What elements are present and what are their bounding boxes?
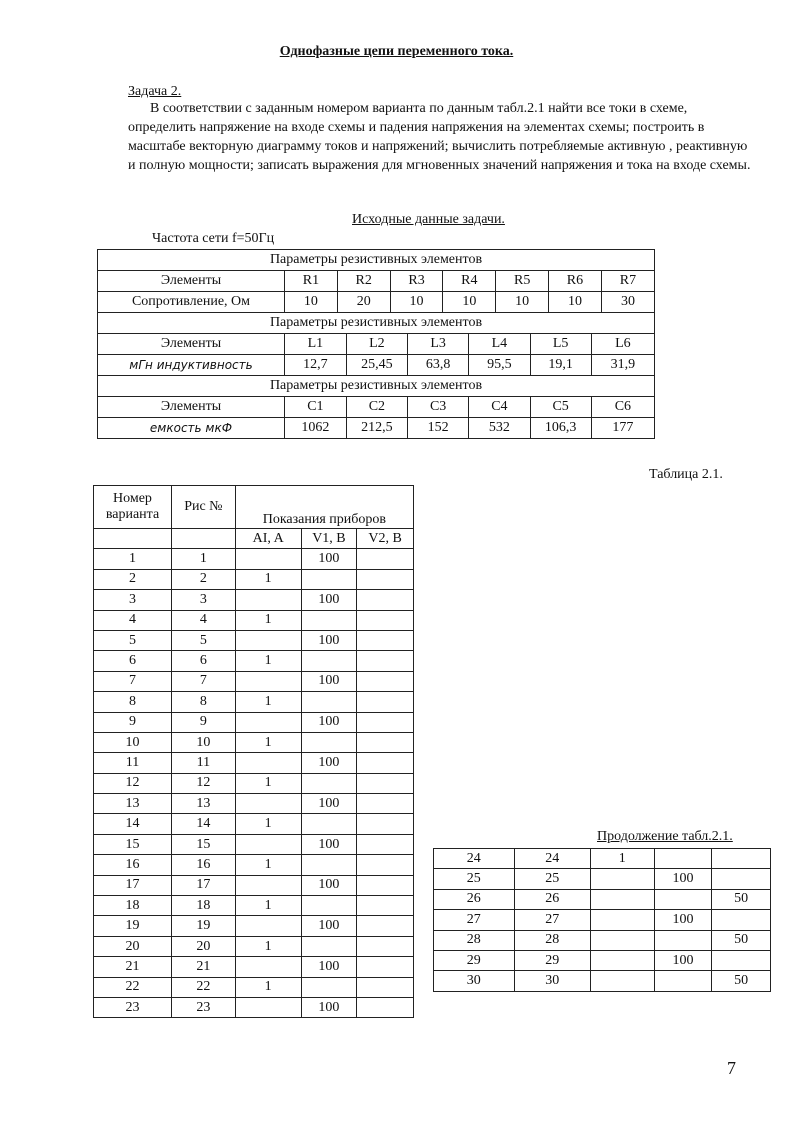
- table-cell: [357, 896, 414, 916]
- instruments-header: Показания приборов: [235, 486, 413, 529]
- table-cell: [591, 869, 655, 889]
- table-row: [94, 936, 414, 956]
- inductance-value: 63,8: [408, 355, 469, 375]
- table-cell: [357, 916, 414, 936]
- table-cell: 29: [514, 950, 591, 970]
- table-cell: 22: [94, 977, 172, 997]
- table-cell: 30: [514, 971, 591, 991]
- table-cell: [235, 753, 301, 773]
- capacitance-value: 177: [612, 420, 634, 435]
- table-cell: [235, 549, 301, 569]
- table-cell: [357, 732, 414, 752]
- table-cell: 5: [94, 630, 172, 650]
- table-cell: 100: [301, 671, 357, 691]
- v2-header: V2, B: [357, 529, 414, 549]
- table-cell: 16: [94, 855, 172, 875]
- table-row: [94, 834, 414, 854]
- table-cell: 100: [301, 997, 357, 1017]
- resistance-value: 10: [390, 292, 443, 313]
- inductance-value: 12,7: [285, 355, 346, 375]
- inductor-name: L4: [469, 334, 530, 354]
- resistor-name: R7: [601, 271, 654, 292]
- capacitor-name: C2: [346, 397, 407, 417]
- table-cell: [301, 773, 357, 793]
- v1-header: V1, B: [301, 529, 357, 549]
- table-cell: 14: [171, 814, 235, 834]
- table-row: [94, 855, 414, 875]
- table-cell: 7: [171, 671, 235, 691]
- table-cell: 12: [171, 773, 235, 793]
- table-row: [94, 712, 414, 732]
- table-cell: 22: [171, 977, 235, 997]
- table-cell: [235, 590, 301, 610]
- table-cell: 28: [514, 930, 591, 950]
- table-cell: 1: [235, 732, 301, 752]
- capacitor-name: C5: [530, 397, 591, 417]
- table-row: [434, 869, 771, 889]
- inductive-elements-label: Элементы: [98, 334, 285, 355]
- variants-table: [93, 485, 414, 1018]
- table-cell: 9: [171, 712, 235, 732]
- table-cell: 1: [235, 977, 301, 997]
- table-cell: [357, 855, 414, 875]
- table-row: [94, 977, 414, 997]
- table-cell: 6: [94, 651, 172, 671]
- resistor-name: R4: [443, 271, 496, 292]
- table-cell: 1: [235, 773, 301, 793]
- table-row: [434, 889, 771, 909]
- table-cell: 50: [712, 930, 771, 950]
- table-cell: [301, 692, 357, 712]
- inductance-value: 31,9: [610, 357, 636, 372]
- table-cell: [235, 630, 301, 650]
- table-cell: 8: [171, 692, 235, 712]
- source-data-title: Исходные данные задачи.: [352, 212, 505, 227]
- capacitor-name: C1: [285, 397, 346, 417]
- table-row: [434, 910, 771, 930]
- table-row: [94, 814, 414, 834]
- capacitive-header: Параметры резистивных элементов: [98, 376, 655, 397]
- inductance-value: 19,1: [530, 355, 591, 375]
- table-cell: [712, 950, 771, 970]
- table-row: [434, 971, 771, 991]
- table-cell: 23: [171, 997, 235, 1017]
- parameters-table: [97, 249, 655, 439]
- resistance-value: 10: [443, 292, 496, 313]
- task-label: Задача 2.: [128, 84, 182, 99]
- table-cell: [591, 950, 655, 970]
- table-cell: 50: [712, 889, 771, 909]
- table-cell: 1: [235, 610, 301, 630]
- table-cell: [235, 671, 301, 691]
- table-cell: 24: [514, 849, 591, 869]
- table-cell: 28: [434, 930, 515, 950]
- table-row: [94, 875, 414, 895]
- capacitance-label: емкость мкФ: [98, 418, 285, 439]
- inductor-name: L3: [408, 334, 469, 354]
- table-cell: 29: [434, 950, 515, 970]
- table-cell: 11: [171, 753, 235, 773]
- table-cell: [357, 590, 414, 610]
- resistive-header: Параметры резистивных элементов: [98, 250, 655, 271]
- table-cell: 1: [591, 849, 655, 869]
- table-cell: [357, 936, 414, 956]
- table-cell: [235, 875, 301, 895]
- table-cell: [301, 936, 357, 956]
- table-cell: 6: [171, 651, 235, 671]
- table-cell: [235, 957, 301, 977]
- table-cell: [301, 569, 357, 589]
- page-number: 7: [727, 1058, 736, 1078]
- table-cell: [357, 977, 414, 997]
- table-cell: 100: [301, 712, 357, 732]
- table-cell: [301, 651, 357, 671]
- table-cell: 20: [94, 936, 172, 956]
- table-cell: 100: [301, 590, 357, 610]
- table-cell: [235, 794, 301, 814]
- table-cell: 100: [301, 794, 357, 814]
- table-cell: 25: [434, 869, 515, 889]
- table-row: [94, 569, 414, 589]
- table-cell: [654, 889, 712, 909]
- resistor-name: R5: [496, 271, 549, 292]
- table-cell: 50: [712, 971, 771, 991]
- inductance-value: 25,45: [346, 355, 407, 375]
- table-cell: [235, 916, 301, 936]
- table-cell: 23: [94, 997, 172, 1017]
- table-cell: 27: [514, 910, 591, 930]
- continuation-label: Продолжение табл.2.1.: [597, 829, 733, 844]
- table-cell: 100: [301, 916, 357, 936]
- table-row: [94, 692, 414, 712]
- table-cell: 100: [654, 910, 712, 930]
- table-cell: 1: [235, 814, 301, 834]
- page-title: Однофазные цепи переменного тока.: [279, 44, 514, 59]
- table-cell: 1: [94, 549, 172, 569]
- table-cell: 24: [434, 849, 515, 869]
- table-cell: [357, 712, 414, 732]
- table-cell: [591, 910, 655, 930]
- table-cell: 17: [94, 875, 172, 895]
- capacitor-name: C6: [614, 399, 632, 414]
- table-cell: 13: [94, 794, 172, 814]
- table-cell: [235, 834, 301, 854]
- table-cell: [654, 971, 712, 991]
- inductance-label: мГн индуктивность: [98, 355, 285, 376]
- table-cell: 10: [171, 732, 235, 752]
- resistance-value: 30: [601, 292, 654, 313]
- table-cell: 1: [235, 855, 301, 875]
- table-cell: [654, 849, 712, 869]
- capacitive-elements-label: Элементы: [98, 397, 285, 418]
- table-cell: 13: [171, 794, 235, 814]
- table-cell: [591, 930, 655, 950]
- table-cell: 14: [94, 814, 172, 834]
- table-row: [94, 610, 414, 630]
- table-row: [94, 549, 414, 569]
- table-cell: [301, 855, 357, 875]
- table-row: [94, 651, 414, 671]
- table-cell: 4: [94, 610, 172, 630]
- table-cell: 26: [514, 889, 591, 909]
- table-cell: [357, 651, 414, 671]
- table-cell: 19: [171, 916, 235, 936]
- task-text: В соответствии с заданным номером варианта по данным табл.2.1 найти все токи в схеме, определить напряжение на входе схемы и падения напряжения на элементах схемы; построить в масштабе векторную диаграмму токов и напряжений; вычислить потребляемые активную , реактивную и полную мощности; записать выражения для мгновенных значений напряжения и тока на входе схемы.: [128, 101, 751, 173]
- table-label: Таблица 2.1.: [649, 467, 723, 482]
- table-cell: [591, 889, 655, 909]
- capacitor-name: C3: [408, 397, 469, 417]
- table-cell: 4: [171, 610, 235, 630]
- inductor-name: L5: [530, 334, 591, 354]
- table-cell: 7: [94, 671, 172, 691]
- resistance-label: Сопротивление, Ом: [98, 292, 285, 313]
- table-cell: 1: [235, 569, 301, 589]
- table-cell: 18: [94, 896, 172, 916]
- table-row: [94, 794, 414, 814]
- table-cell: 1: [235, 936, 301, 956]
- table-cell: 26: [434, 889, 515, 909]
- table-cell: 1: [235, 896, 301, 916]
- table-cell: [357, 957, 414, 977]
- table-cell: [357, 671, 414, 691]
- table-cell: 21: [171, 957, 235, 977]
- inductive-header: Параметры резистивных элементов: [98, 313, 655, 334]
- table-cell: 17: [171, 875, 235, 895]
- inductor-name: L2: [346, 334, 407, 354]
- resistance-value: 20: [337, 292, 390, 313]
- table-cell: [357, 834, 414, 854]
- table-cell: [301, 896, 357, 916]
- resistance-value: 10: [496, 292, 549, 313]
- table-cell: 12: [94, 773, 172, 793]
- table-cell: 30: [434, 971, 515, 991]
- capacitance-value: 532: [469, 418, 530, 438]
- resistance-value: 10: [549, 292, 602, 313]
- table-cell: 15: [171, 834, 235, 854]
- table-cell: 100: [301, 875, 357, 895]
- table-cell: 20: [171, 936, 235, 956]
- table-row: [94, 997, 414, 1017]
- table-cell: 1: [171, 549, 235, 569]
- table-cell: [357, 997, 414, 1017]
- table-cell: [301, 814, 357, 834]
- table-cell: 1: [235, 692, 301, 712]
- table-cell: 100: [301, 753, 357, 773]
- resistor-name: R3: [390, 271, 443, 292]
- table-cell: [357, 549, 414, 569]
- table-row: [94, 896, 414, 916]
- table-cell: 2: [94, 569, 172, 589]
- capacitance-value: 152: [408, 418, 469, 438]
- table-cell: [301, 977, 357, 997]
- table-cell: [712, 910, 771, 930]
- resistor-name: R1: [285, 271, 338, 292]
- table-row: [434, 849, 771, 869]
- frequency-label: Частота сети f=50Гц: [152, 231, 275, 246]
- table-cell: 18: [171, 896, 235, 916]
- inductance-value: 95,5: [469, 355, 530, 375]
- table-cell: [712, 849, 771, 869]
- table-cell: [357, 794, 414, 814]
- inductor-name: L6: [615, 336, 631, 351]
- table-row: [94, 671, 414, 691]
- table-cell: 1: [235, 651, 301, 671]
- table-row: [434, 930, 771, 950]
- table-cell: 10: [94, 732, 172, 752]
- table-cell: [712, 869, 771, 889]
- table-cell: 100: [301, 549, 357, 569]
- table-cell: 100: [654, 869, 712, 889]
- table-cell: 100: [301, 630, 357, 650]
- table-row: [434, 950, 771, 970]
- table-cell: [591, 971, 655, 991]
- table-cell: 19: [94, 916, 172, 936]
- capacitance-value: 1062: [285, 418, 346, 438]
- table-cell: 15: [94, 834, 172, 854]
- continuation-table: [433, 848, 771, 992]
- table-row: [94, 732, 414, 752]
- table-cell: [357, 610, 414, 630]
- table-cell: [357, 569, 414, 589]
- table-row: [94, 630, 414, 650]
- table-cell: [357, 630, 414, 650]
- table-cell: 16: [171, 855, 235, 875]
- table-cell: [301, 732, 357, 752]
- table-cell: [235, 997, 301, 1017]
- table-cell: 5: [171, 630, 235, 650]
- resistance-value: 10: [285, 292, 338, 313]
- table-cell: [357, 875, 414, 895]
- table-cell: 100: [654, 950, 712, 970]
- table-cell: [357, 753, 414, 773]
- table-cell: [235, 712, 301, 732]
- table-cell: [357, 773, 414, 793]
- table-cell: [357, 692, 414, 712]
- table-cell: [357, 814, 414, 834]
- table-cell: 9: [94, 712, 172, 732]
- table-cell: 3: [171, 590, 235, 610]
- table-cell: 2: [171, 569, 235, 589]
- figure-header: Рис №: [171, 486, 235, 529]
- table-row: [94, 916, 414, 936]
- table-cell: 27: [434, 910, 515, 930]
- table-cell: [301, 610, 357, 630]
- table-row: [94, 957, 414, 977]
- a1-header: AI, A: [235, 529, 301, 549]
- capacitance-value: 212,5: [346, 418, 407, 438]
- capacitance-value: 106,3: [530, 418, 591, 438]
- table-cell: 21: [94, 957, 172, 977]
- inductor-name: L1: [285, 334, 346, 354]
- table-cell: 100: [301, 834, 357, 854]
- table-cell: [654, 930, 712, 950]
- table-row: [94, 753, 414, 773]
- variant-header: Номер варианта: [94, 486, 172, 529]
- capacitor-name: C4: [469, 397, 530, 417]
- table-cell: 11: [94, 753, 172, 773]
- table-row: [94, 590, 414, 610]
- table-row: [94, 773, 414, 793]
- table-cell: 100: [301, 957, 357, 977]
- table-cell: 25: [514, 869, 591, 889]
- resistive-elements-label: Элементы: [98, 271, 285, 292]
- table-cell: 8: [94, 692, 172, 712]
- resistor-name: R6: [549, 271, 602, 292]
- resistor-name: R2: [337, 271, 390, 292]
- table-cell: 3: [94, 590, 172, 610]
